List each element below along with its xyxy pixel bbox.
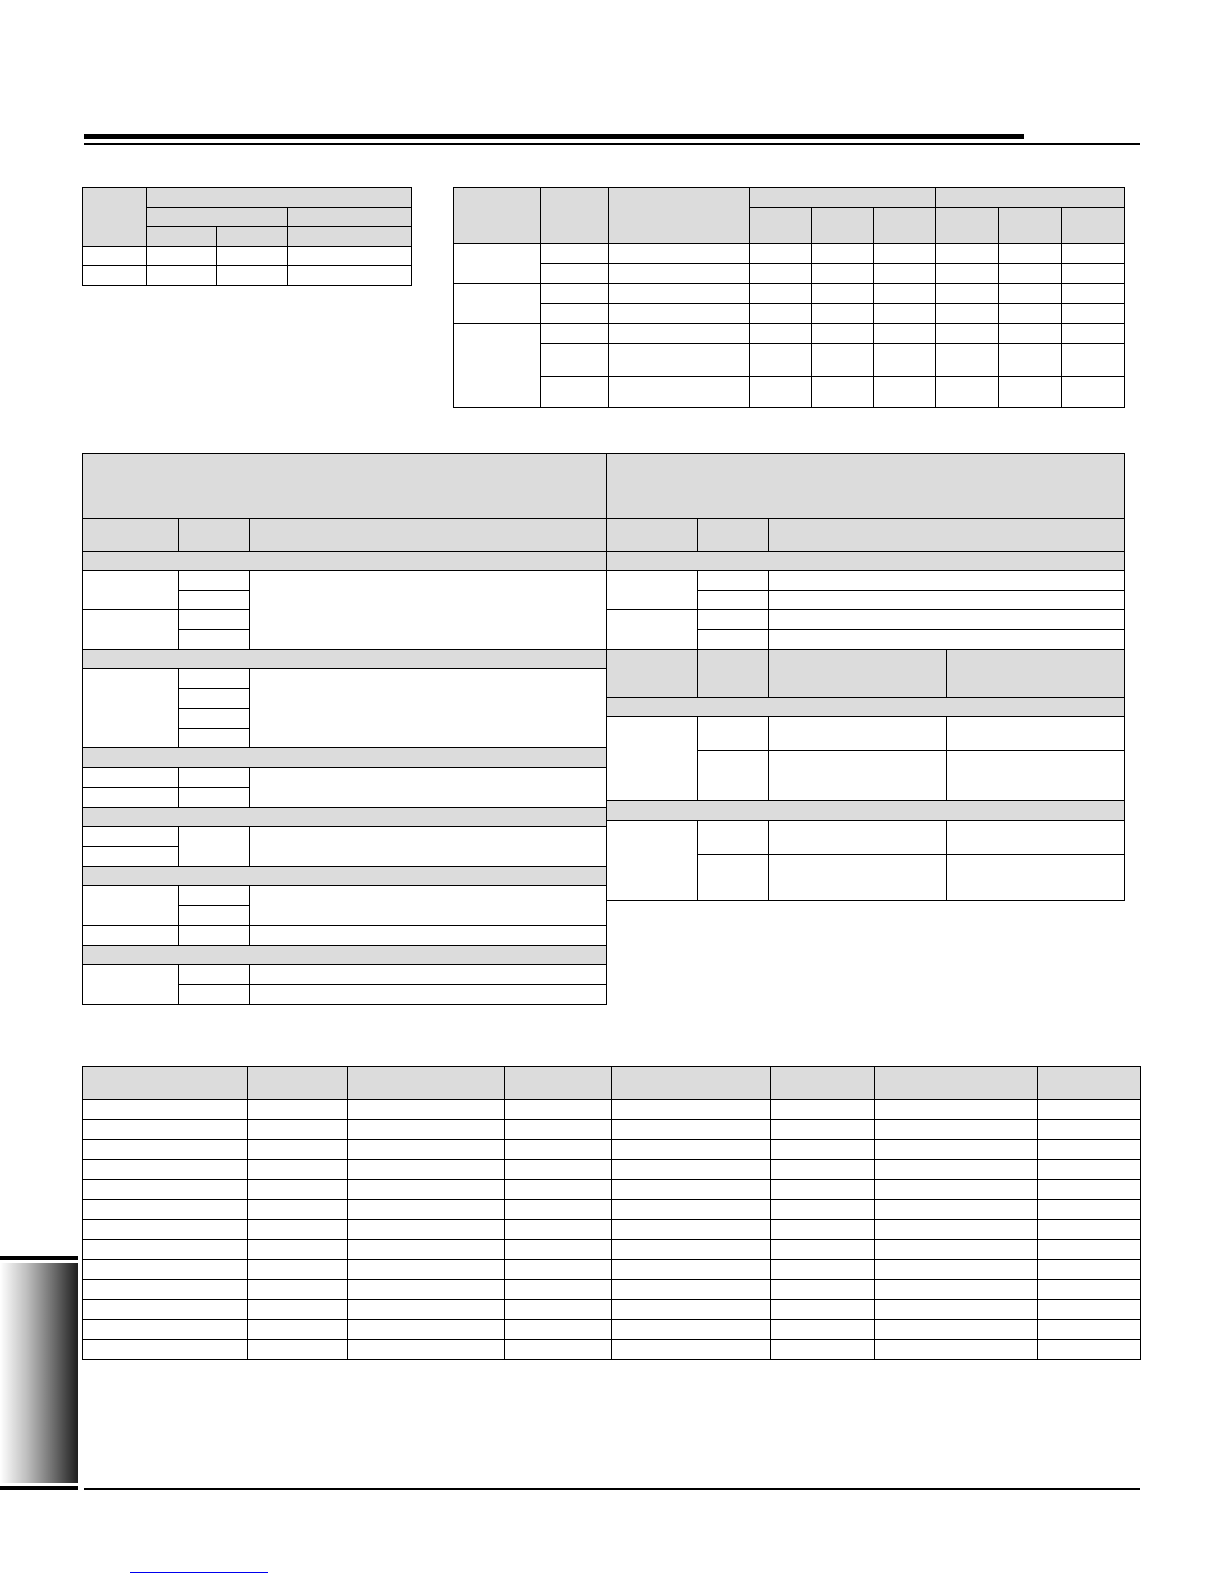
bottom-rule [84, 1488, 1140, 1490]
middle-left-table [82, 453, 607, 1005]
side-tab-bottom-rule [0, 1486, 78, 1490]
side-tab [0, 1263, 78, 1483]
top-right-table [453, 187, 1125, 408]
side-tab-top-rule [0, 1256, 78, 1260]
bottom-table [82, 1066, 1141, 1360]
top-rule-thick [84, 134, 1024, 139]
small-table [82, 187, 412, 286]
top-rule-thin [84, 143, 1140, 145]
middle-right-table [606, 453, 1125, 901]
footer-link[interactable] [130, 1572, 268, 1573]
